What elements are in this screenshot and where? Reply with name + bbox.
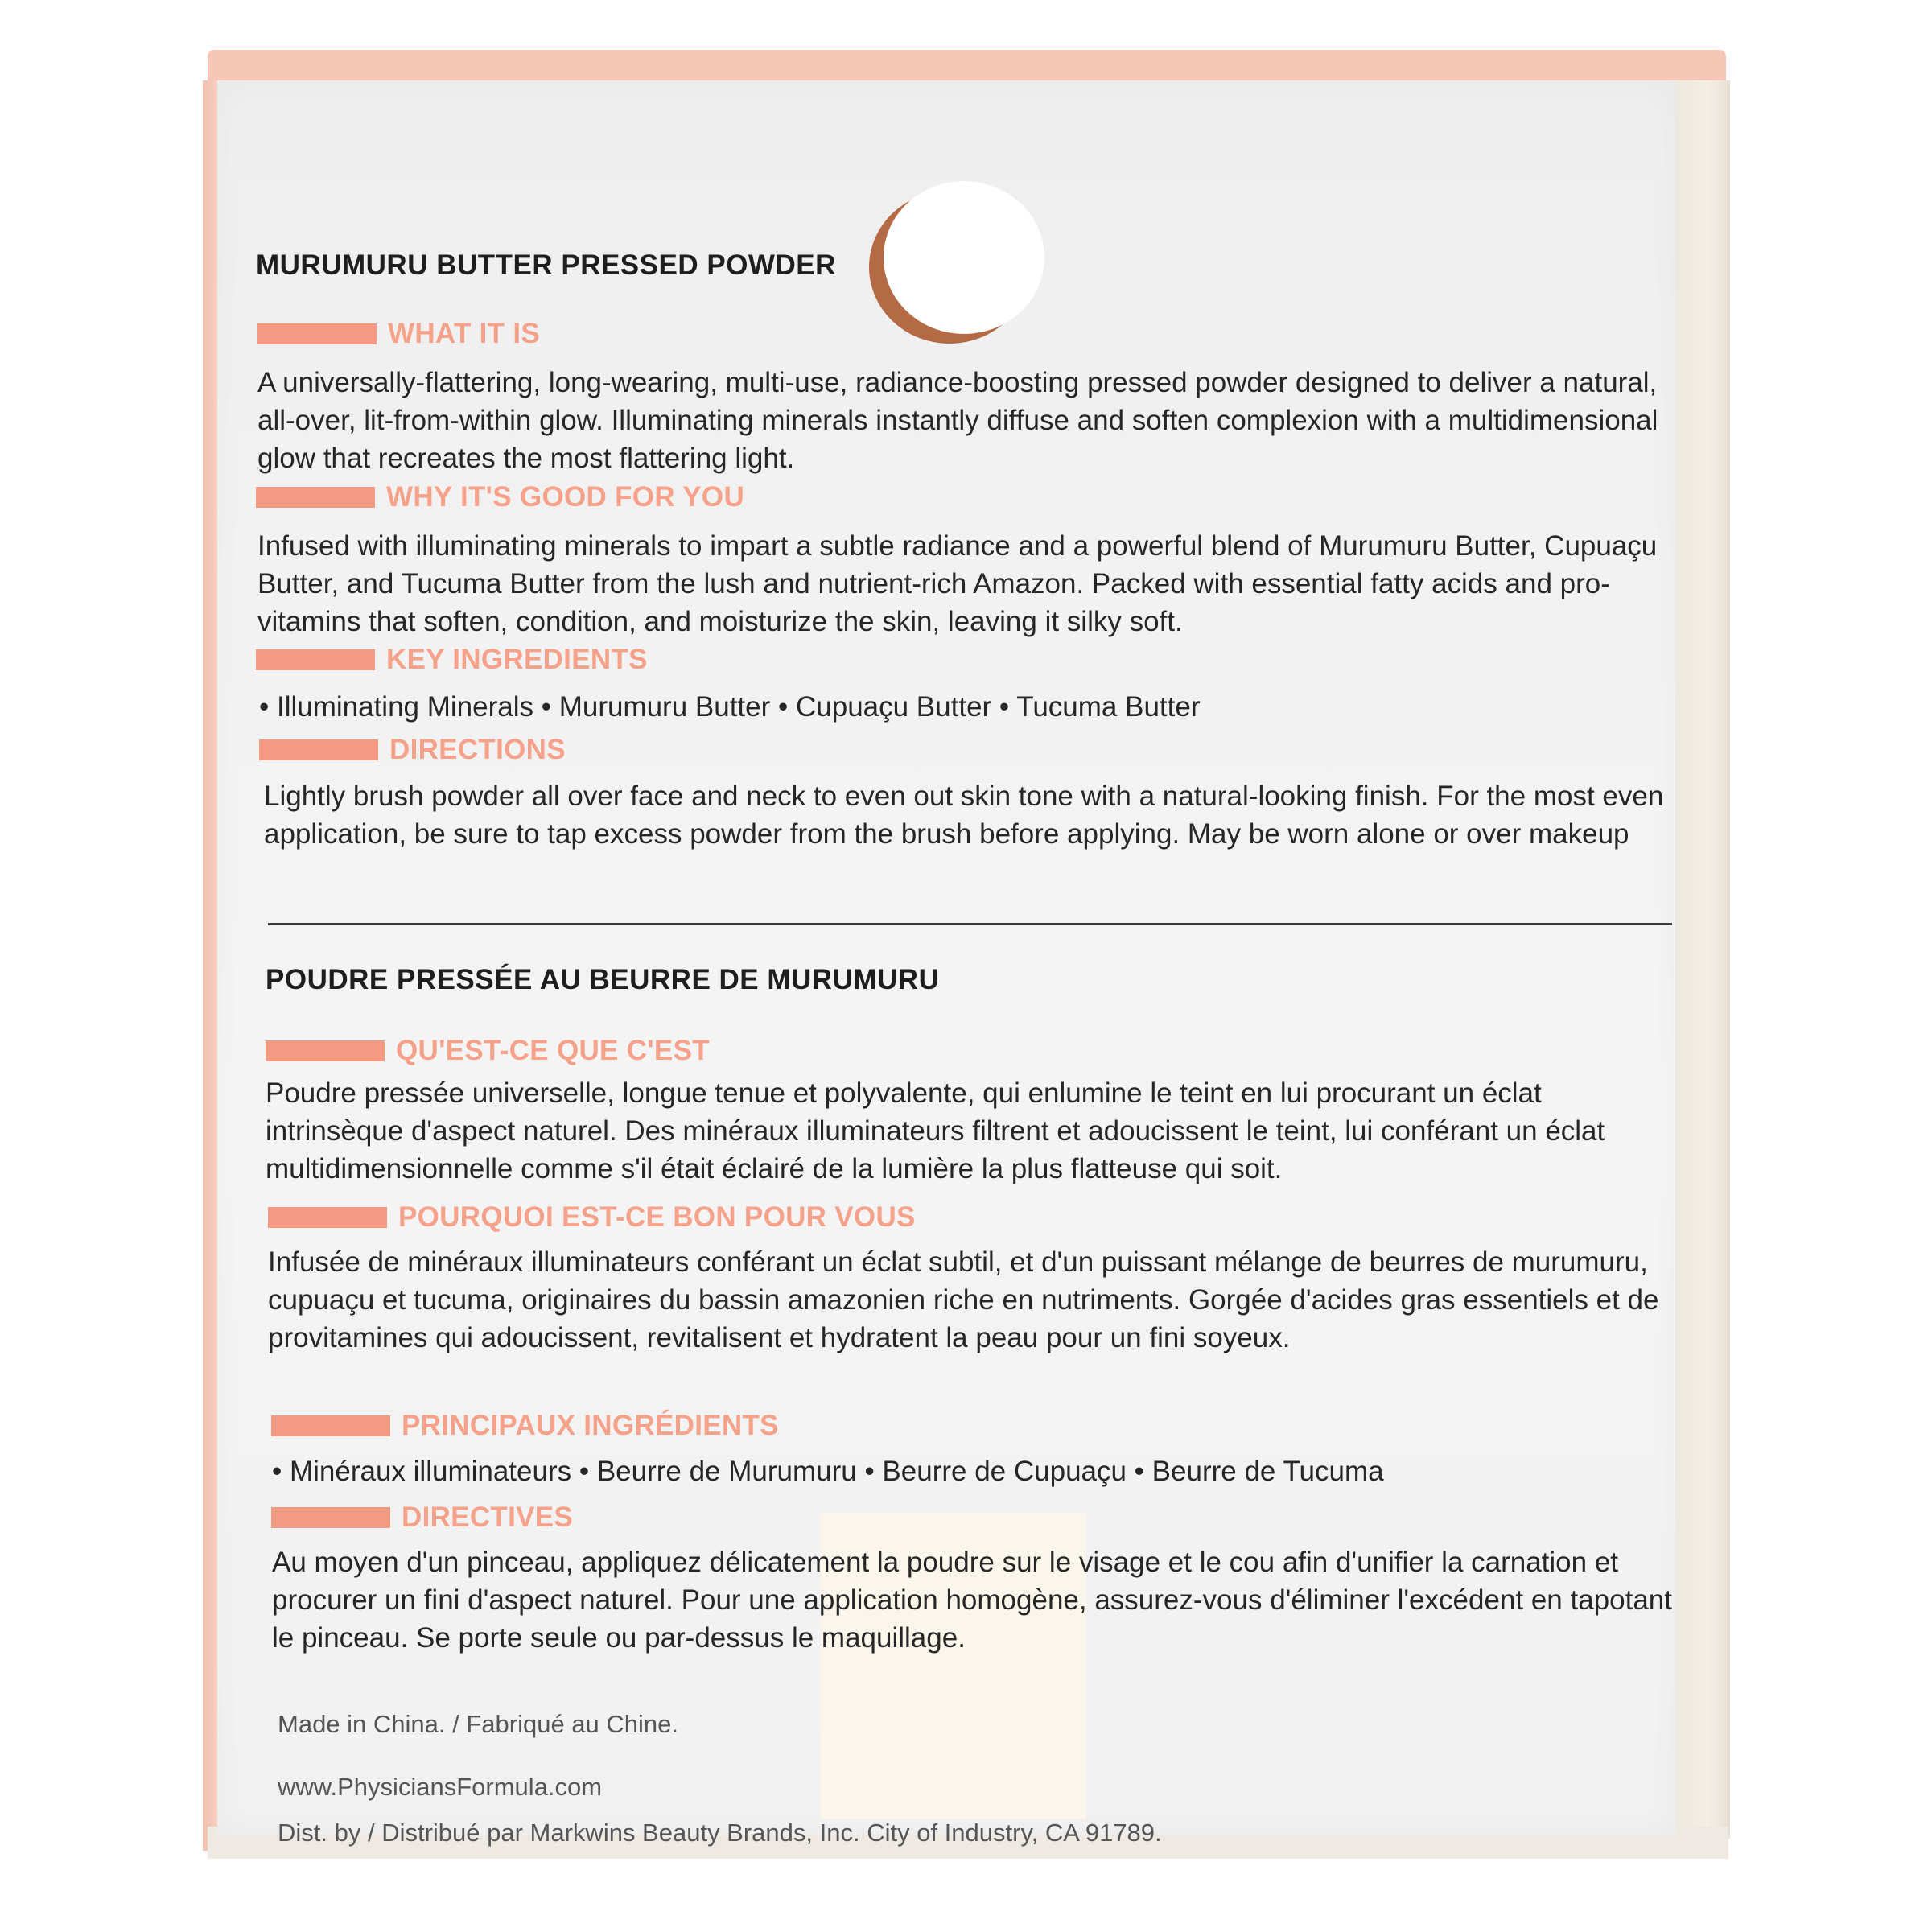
- french-what-it-is-text: Poudre pressée universelle, longue tenue et polyvalente, qui enlumine le teint en lui procurant un éclat intrinsèque d'aspect naturel. Des minéraux illuminateurs filtrent et adoucissent le teint, lui conférant un éclat multidimensionnelle comme s'il était éclairé de la lumière la plus flatteuse qui soit.: [266, 1077, 1605, 1184]
- distributor-text: Dist. by / Distribué par Markwins Beauty Brands, Inc. City of Industry, CA 91789.: [278, 1819, 1162, 1847]
- french-directions-text: Au moyen d'un pinceau, appliquez délicatement la poudre sur le visage et le cou afin d'unifier la carnation et procurer un fini d'aspect naturel. Pour une application homogène, assurez-vous d'éliminer l'excédent en tapotant le pinceau. Se porte seule ou par-dessus le maquillage.: [272, 1547, 1672, 1654]
- box-right-side: [1674, 80, 1730, 1839]
- heading-accent-bar: [271, 1415, 390, 1436]
- heading-label: POURQUOI EST-CE BON POUR VOUS: [398, 1201, 916, 1233]
- heading-accent-bar: [259, 739, 378, 760]
- heading-label: PRINCIPAUX INGRÉDIENTS: [402, 1410, 779, 1441]
- why-good-heading: [256, 481, 744, 513]
- heading-accent-bar: [271, 1507, 390, 1528]
- website-text: www.PhysiciansFormula.com: [278, 1773, 603, 1801]
- french-why-good-heading: [268, 1201, 916, 1234]
- heading-accent-bar: [256, 649, 375, 670]
- directions-text: Lightly brush powder all over face and neck to even out skin tone with a natural-looking finish. For the most even application, be sure to tap excess powder from the brush before applying. May be worn alone or over makeup: [264, 781, 1664, 850]
- hang-hole: [884, 181, 1044, 334]
- what-it-is-heading: [257, 318, 540, 350]
- directions-heading: [259, 734, 566, 766]
- french-title: POUDRE PRESSÉE AU BEURRE DE MURUMURU: [266, 964, 940, 995]
- french-why-good-text: Infusée de minéraux illuminateurs conférant un éclat subtil, et d'un puissant mélange de beurres de murumuru, cupuaçu et tucuma, originaires du bassin amazonien riche en nutriments. Gorgée d'acides gras essentiels et de provitamines qui adoucissent, revitalisent et hydratent la peau pour un fini soyeux.: [268, 1246, 1659, 1353]
- key-ingredients-heading: [256, 644, 648, 676]
- french-directions-heading: [271, 1502, 573, 1534]
- heading-label: DIRECTIVES: [402, 1502, 574, 1533]
- what-it-is-text: A universally-flattering, long-wearing, multi-use, radiance-boosting pressed powder designed to deliver a natural, all-over, lit-from-within glow. Illuminating minerals instantly diffuse and soften complexion with a multidimensional glow that recreates the most flattering light.: [257, 367, 1658, 474]
- heading-label: WHAT IT IS: [388, 318, 540, 349]
- heading-accent-bar: [268, 1207, 387, 1228]
- heading-label: QU'EST-CE QUE C'EST: [396, 1035, 710, 1066]
- heading-label: DIRECTIONS: [389, 734, 566, 765]
- heading-accent-bar: [256, 487, 375, 508]
- french-what-it-is-heading: [266, 1035, 710, 1067]
- french-key-ingredients-text: • Minéraux illuminateurs • Beurre de Murumuru • Beurre de Cupuaçu • Beurre de Tucuma: [272, 1456, 1384, 1487]
- heading-accent-bar: [266, 1040, 385, 1061]
- key-ingredients-text: • Illuminating Minerals • Murumuru Butter • Cupuaçu Butter • Tucuma Butter: [259, 691, 1201, 723]
- section-divider: [268, 923, 1672, 925]
- why-good-text: Infused with illuminating minerals to impart a subtle radiance and a powerful blend of Murumuru Butter, Cupuaçu Butter, and Tucuma Butter from the lush and nutrient-rich Amazon. Packed with essential fatty acids and pro-vitamins that soften, condition, and moisturize the skin, leaving it silky soft.: [257, 530, 1658, 637]
- heading-label: WHY IT'S GOOD FOR YOU: [386, 481, 745, 513]
- heading-label: KEY INGREDIENTS: [386, 644, 648, 675]
- heading-accent-bar: [257, 323, 377, 344]
- made-in-text: Made in China. / Fabriqué au Chine.: [278, 1710, 679, 1738]
- english-title: MURUMURU BUTTER PRESSED POWDER: [256, 249, 836, 281]
- french-key-ingredients-heading: [271, 1410, 779, 1442]
